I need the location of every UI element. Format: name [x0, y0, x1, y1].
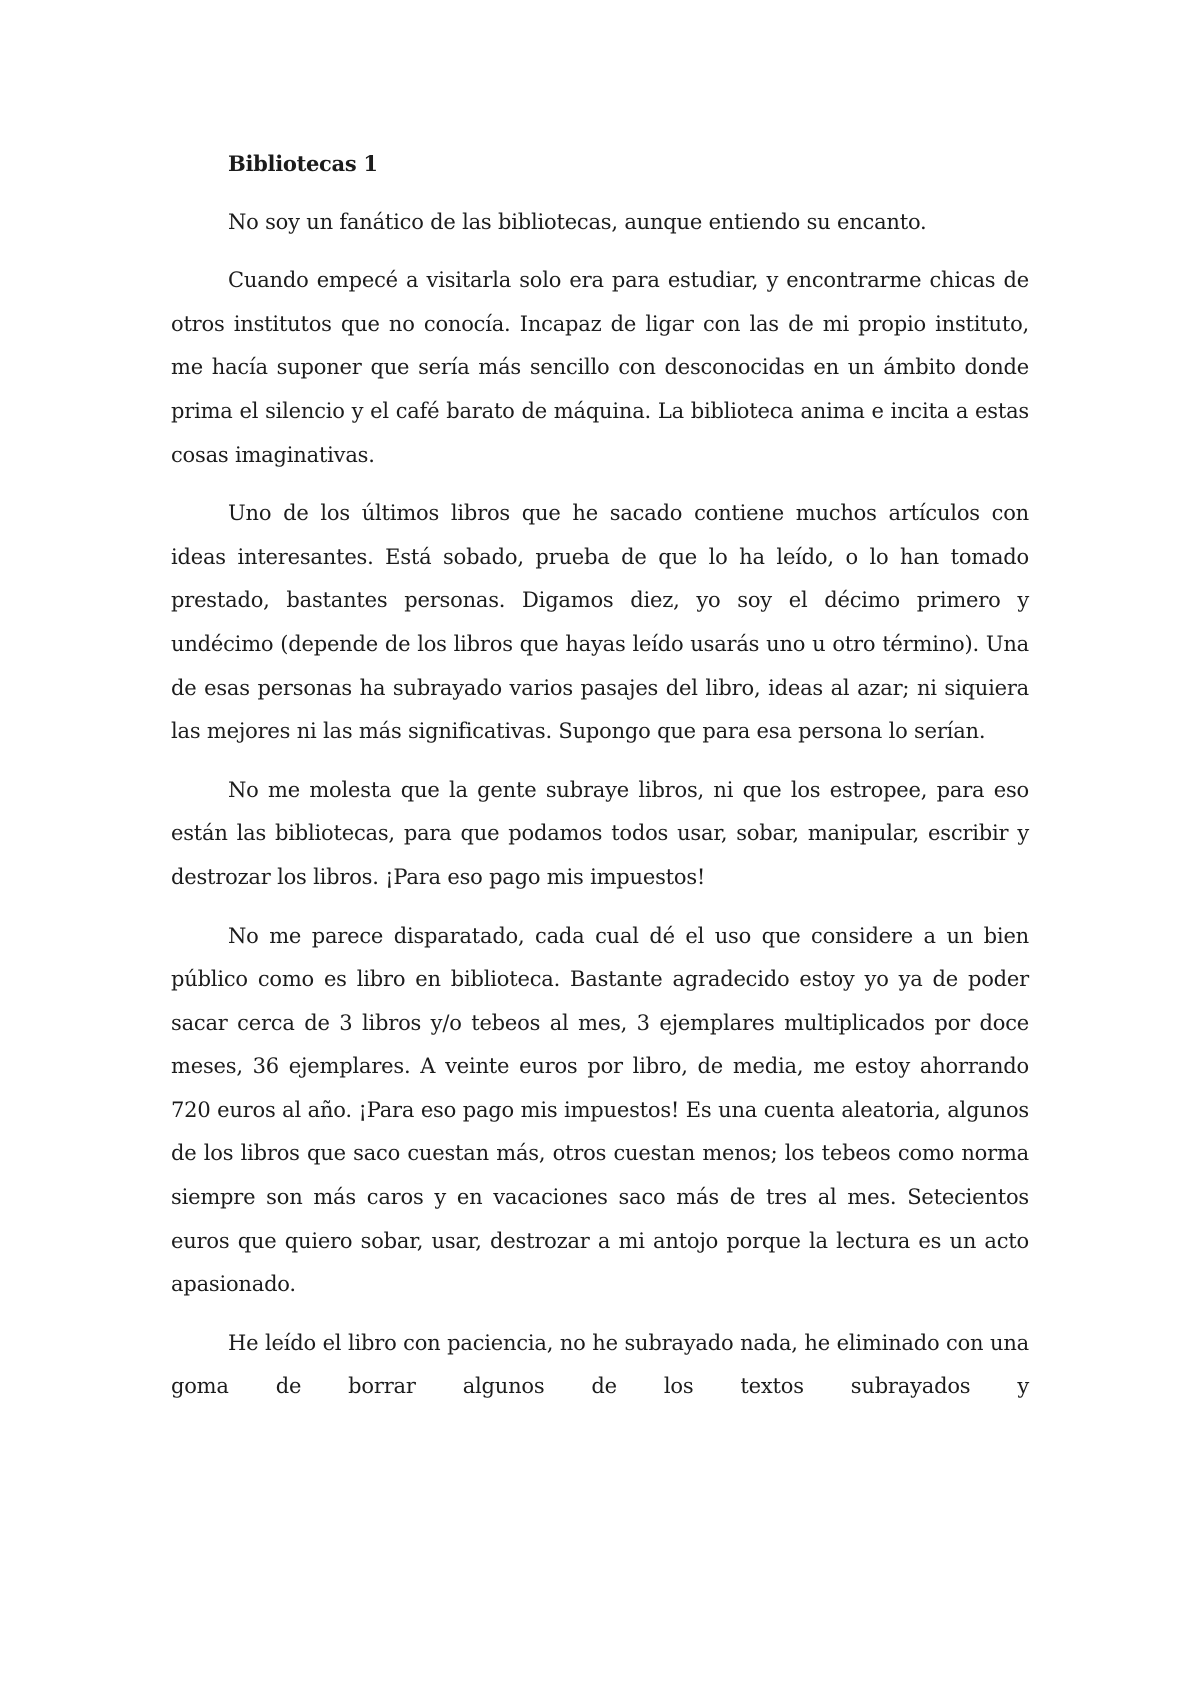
document-title: Bibliotecas 1	[228, 151, 378, 176]
paragraph-6: He leído el libro con paciencia, no he subrayado nada, he eliminado con una goma de borrar algunos de los textos subrayados y	[171, 1330, 1029, 1399]
paragraph-5: No me parece disparatado, cada cual dé el uso que considere a un bien público como es libro en biblioteca. Bastante agradecido estoy yo ya de poder sacar cerca de 3 libros y/o tebeos al mes, 3 ejemplares multiplicados por doce meses, 36 ejemplares. A veinte euros por libro, de media, me estoy ahorrando 720 euros al año. ¡Para eso pago mis impuestos! Es una cuenta aleatoria, algunos de los libros que saco cuestan más, otros cuestan menos; los tebeos como norma siempre son más caros y en vacaciones saco más de tres al mes. Setecientos euros que quiero sobar, usar, destrozar a mi antojo porque la lectura es un acto apasionado.	[171, 923, 1029, 1297]
paragraph-4: No me molesta que la gente subraye libros, ni que los estropee, para eso están las bibliotecas, para que podamos todos usar, sobar, manipular, escribir y destrozar los libros. ¡Para eso pago mis impuestos!	[171, 777, 1029, 889]
paragraph-3: Uno de los últimos libros que he sacado contiene muchos artículos con ideas interesantes. Está sobado, prueba de que lo ha leído, o lo han tomado prestado, bastantes personas. Digamos diez, yo soy el décimo primero y undécimo (depende de los libros que hayas leído usarás uno u otro término). Una de esas personas ha subrayado varios pasajes del libro, ideas al azar; ni siquiera las mejores ni las más significativas. Supongo que para esa persona lo serían.	[171, 501, 1029, 744]
paragraph-1: No soy un fanático de las bibliotecas, aunque entiendo su encanto.	[228, 209, 927, 234]
paragraph-2: Cuando empecé a visitarla solo era para estudiar, y encontrarme chicas de otros institutos que no conocía. Incapaz de ligar con las de mi propio instituto, me hacía suponer que sería más sencillo con desconocidas en un ámbito donde prima el silencio y el café barato de máquina. La biblioteca anima e incita a estas cosas imaginativas.	[171, 268, 1029, 467]
document-body	[171, 142, 1029, 1409]
